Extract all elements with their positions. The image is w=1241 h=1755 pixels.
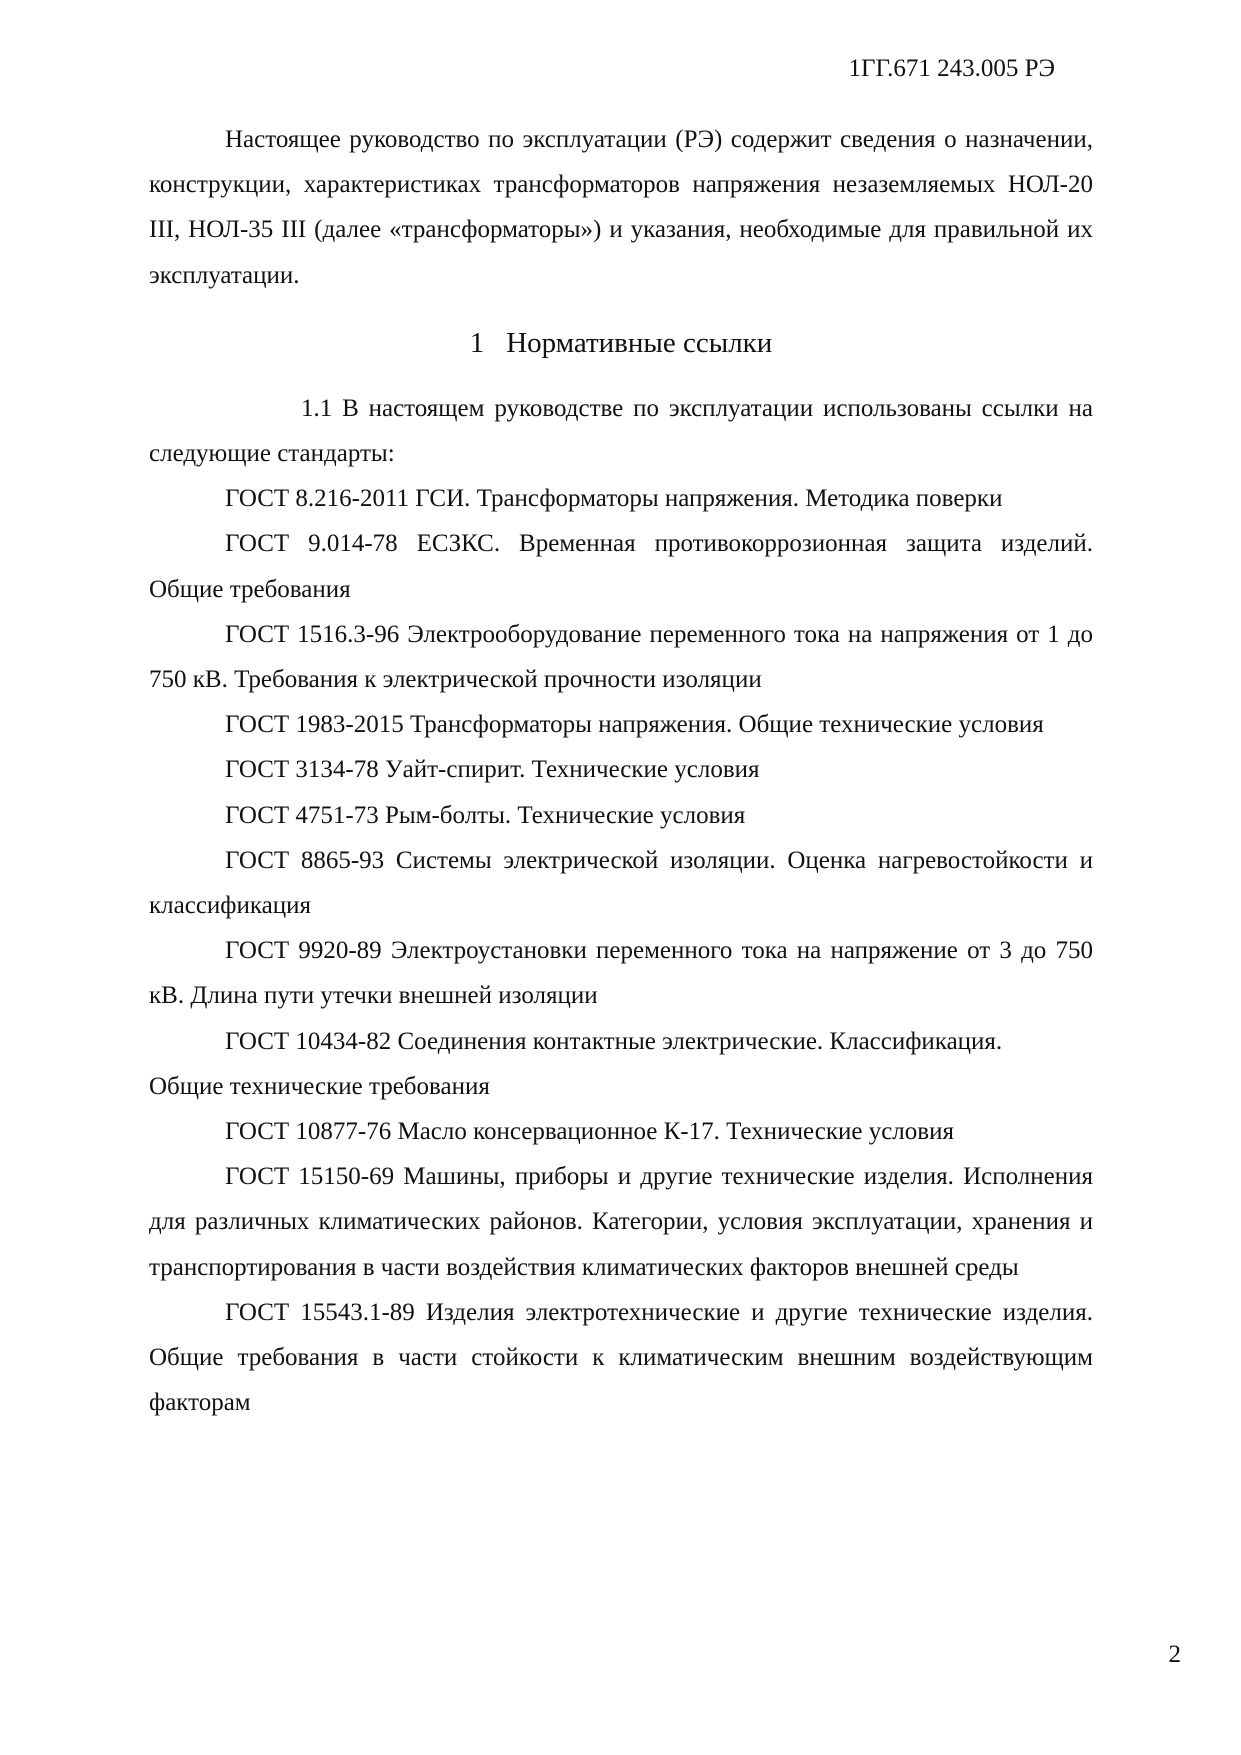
intro-paragraph: Настоящее руководство по эксплуатации (РЭ) содержит сведения о назначении, конструкции, характеристиках трансформаторов напряжения незаземляемых НОЛ-20 III, НОЛ-35 III (далее «трансформаторы») и указания, необходимые для правильной их эксплуатации. xyxy=(149,126,1093,289)
reference-item-continuation: Общие технические требования xyxy=(149,1072,490,1100)
section-number: 1 xyxy=(469,326,485,359)
page-body xyxy=(149,117,1093,1425)
reference-item: ГОСТ 10877-76 Масло консервационное К-17. Технические условия xyxy=(225,1118,954,1146)
reference-item: ГОСТ 8865-93 Системы электрической изоляции. Оценка нагревостойкости и классификация xyxy=(149,846,1093,920)
document-code: 1ГГ.671 243.005 РЭ xyxy=(848,55,1055,82)
reference-item: ГОСТ 10434-82 Соединения контактные электрические. Классификация. xyxy=(225,1027,1003,1055)
reference-item: ГОСТ 1983-2015 Трансформаторы напряжения. Общие технические условия xyxy=(225,711,1044,739)
section-heading xyxy=(149,321,1093,366)
clause-paragraph xyxy=(149,386,1093,476)
reference-item: ГОСТ 1516.3-96 Электрооборудование переменного тока на напряжения от 1 до 750 кВ. Требования к электрической прочности изоляции xyxy=(149,620,1093,694)
reference-item: ГОСТ 9.014-78 ЕСЗКС. Временная противокоррозионная защита изделий. Общие требования xyxy=(149,530,1093,603)
page-number: 2 xyxy=(1168,1641,1181,1668)
reference-item: ГОСТ 15543.1-89 Изделия электротехнические и другие технические изделия. Общие требования в части стойкости к климатическим внешним воздействующим факторам xyxy=(149,1298,1093,1417)
reference-item: ГОСТ 8.216-2011 ГСИ. Трансформаторы напряжения. Методика поверки xyxy=(225,485,1003,513)
clause-number: 1.1 xyxy=(301,394,333,422)
reference-item: ГОСТ 4751-73 Рым-болты. Технические условия xyxy=(225,801,746,829)
reference-item: ГОСТ 3134-78 Уайт-спирит. Технические условия xyxy=(225,756,760,784)
reference-item: ГОСТ 15150-69 Машины, приборы и другие технические изделия. Исполнения для различных климатических районов. Категории, условия эксплуатации, хранения и транспортирования в части воздействия климатических факторов внешней среды xyxy=(149,1163,1093,1281)
clause-text: В настоящем руководстве по эксплуатации использованы ссылки на следующие стандарты: xyxy=(149,394,1093,468)
section-title: Нормативные ссылки xyxy=(506,326,773,359)
reference-item: ГОСТ 9920-89 Электроустановки переменного тока на напряжение от 3 до 750 кВ. Длина пути утечки внешней изоляции xyxy=(149,937,1093,1010)
